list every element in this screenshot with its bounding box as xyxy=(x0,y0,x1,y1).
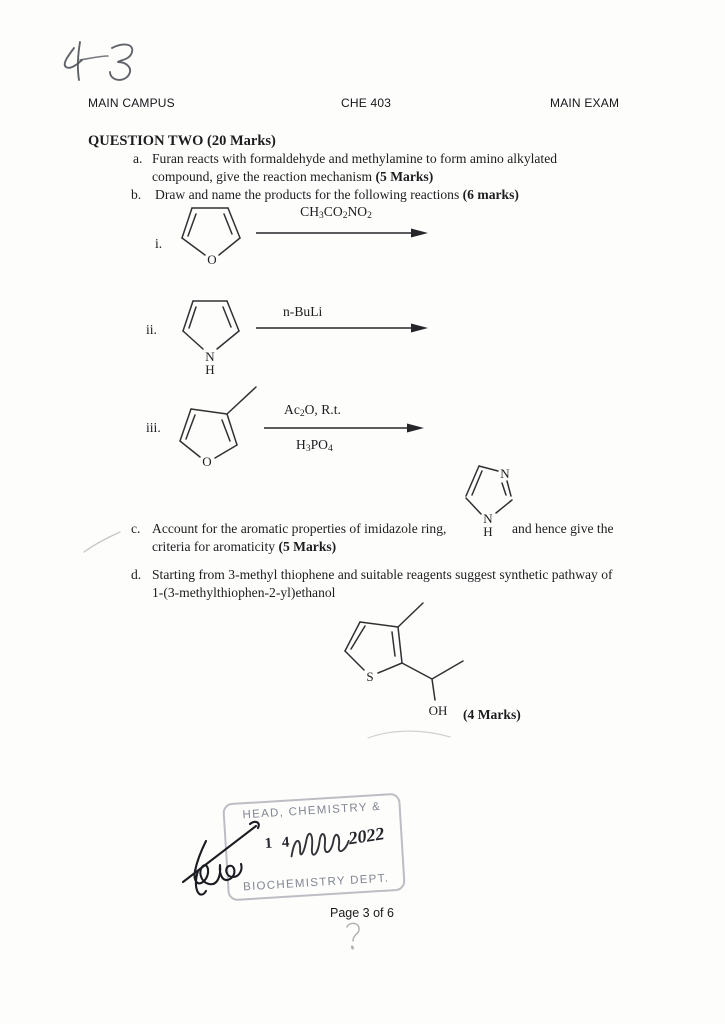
item-c-line2 xyxy=(152,539,336,555)
reaction-ii-label: ii. xyxy=(146,322,157,337)
thiophene-sulfur-label: S xyxy=(366,669,374,684)
formula-part: CO xyxy=(323,204,343,219)
item-d-marks xyxy=(463,707,521,723)
item-d-line1: Starting from 3-methyl thiophene and suitable reagents suggest synthetic pathway of xyxy=(152,567,613,582)
item-b-text: Draw and name the products for the following reactions xyxy=(155,187,463,202)
question-title: QUESTION TWO (20 Marks) xyxy=(88,133,276,149)
formula-part: NO xyxy=(347,204,368,219)
imidazole-n3-label: N xyxy=(500,466,510,481)
reaction-iii-label: iii. xyxy=(146,420,161,435)
reaction-iii-reagent-above xyxy=(284,402,341,419)
item-a-label: a. xyxy=(133,151,143,166)
header-course-code: CHE 403 xyxy=(341,96,392,110)
pyrrole-bonds xyxy=(183,301,239,349)
formula-subscript: 4 xyxy=(327,444,333,454)
thiophene-bonds xyxy=(345,603,463,700)
signature xyxy=(178,815,274,901)
header-exam-type: MAIN EXAM xyxy=(550,96,620,110)
furan-structure xyxy=(170,198,254,270)
formula-part: Ac xyxy=(284,402,300,417)
grade-mark-stroke xyxy=(110,45,132,80)
item-d-label: d. xyxy=(131,567,142,582)
item-a-marks: (5 Marks) xyxy=(375,169,434,184)
methylfuran-structure xyxy=(165,382,270,477)
item-d-line2: 1-(3-methylthiophen-2-yl)ethanol xyxy=(152,585,336,600)
stamp-header-line: HEAD, CHEMISTRY & xyxy=(242,800,382,822)
squiggle-dot xyxy=(352,946,353,949)
reaction-i-reagent xyxy=(250,204,422,221)
pyrrole-structure xyxy=(170,290,254,386)
header-campus: MAIN CAMPUS xyxy=(88,96,175,110)
page-number: Page 3 of 6 xyxy=(330,906,394,920)
artifact-stroke xyxy=(368,731,450,738)
pyrrole-nitrogen-label: N xyxy=(205,349,215,364)
formula-part: H xyxy=(296,437,306,452)
pencil-stroke xyxy=(84,532,120,552)
methylthiophene-ethanol-structure xyxy=(328,593,493,725)
reaction-i-label: i. xyxy=(155,236,163,251)
pencil-tick-mark xyxy=(82,528,122,554)
stamp-date-day: 1 4 xyxy=(264,834,293,852)
reaction-iii-reagent-below xyxy=(296,437,333,454)
item-d-marks-text: (4 Marks) xyxy=(463,707,521,722)
scribble-stroke xyxy=(290,831,349,856)
hydroxyl-label: OH xyxy=(428,703,448,718)
methylfuran-oxygen-label: O xyxy=(202,454,212,469)
item-a-line2-text: compound, give the reaction mechanism xyxy=(152,169,376,184)
handwritten-grade-mark xyxy=(50,34,150,92)
methylfuran-bonds xyxy=(180,387,256,458)
reaction-iii-arrow xyxy=(264,420,424,436)
item-c-label: c. xyxy=(131,521,141,536)
item-c-line1: Account for the aromatic properties of imidazole ring, xyxy=(152,521,447,536)
reaction-ii-arrow xyxy=(256,320,428,336)
stamp-date-year: 2022 xyxy=(347,823,386,849)
formula-part: PO xyxy=(310,437,328,452)
question-mark-squiggle xyxy=(340,920,366,954)
item-c-marks: (5 Marks) xyxy=(278,539,337,554)
formula-subscript: 3 xyxy=(319,211,324,221)
item-a-line1: Furan reacts with formaldehyde and methylamine to form amino alkylated xyxy=(152,151,558,166)
reaction-i-arrow xyxy=(256,225,428,241)
furan-oxygen-label: O xyxy=(207,252,217,267)
item-a-line2 xyxy=(152,169,433,185)
formula-subscript: 2 xyxy=(299,409,305,419)
signature-loops xyxy=(195,841,242,884)
pyrrole-hydrogen-label: H xyxy=(205,362,215,377)
formula-part: CH xyxy=(300,204,320,219)
grade-mark-stroke xyxy=(80,56,108,60)
formula-part: O, R.t. xyxy=(304,402,341,417)
formula-subscript: 2 xyxy=(342,211,348,221)
item-c-line1-cont: and hence give the xyxy=(512,521,614,536)
item-b-marks: (6 marks) xyxy=(462,187,519,202)
imidazole-nh-hydrogen-label: H xyxy=(483,524,493,539)
item-b-label: b. xyxy=(131,187,142,202)
formula-subscript: 2 xyxy=(367,211,372,221)
squiggle-stroke xyxy=(347,923,359,941)
imidazole-n1-label: N xyxy=(483,511,493,526)
scan-artifact-arc xyxy=(366,726,452,744)
item-c-line2-text: criteria for aromaticity xyxy=(152,539,279,554)
furan-bonds xyxy=(182,208,240,255)
formula-subscript: 3 xyxy=(305,444,311,454)
reaction-ii-reagent: n-BuLi xyxy=(283,304,323,319)
stamp-footer-line: BIOCHEMISTRY DEPT. xyxy=(242,872,390,894)
